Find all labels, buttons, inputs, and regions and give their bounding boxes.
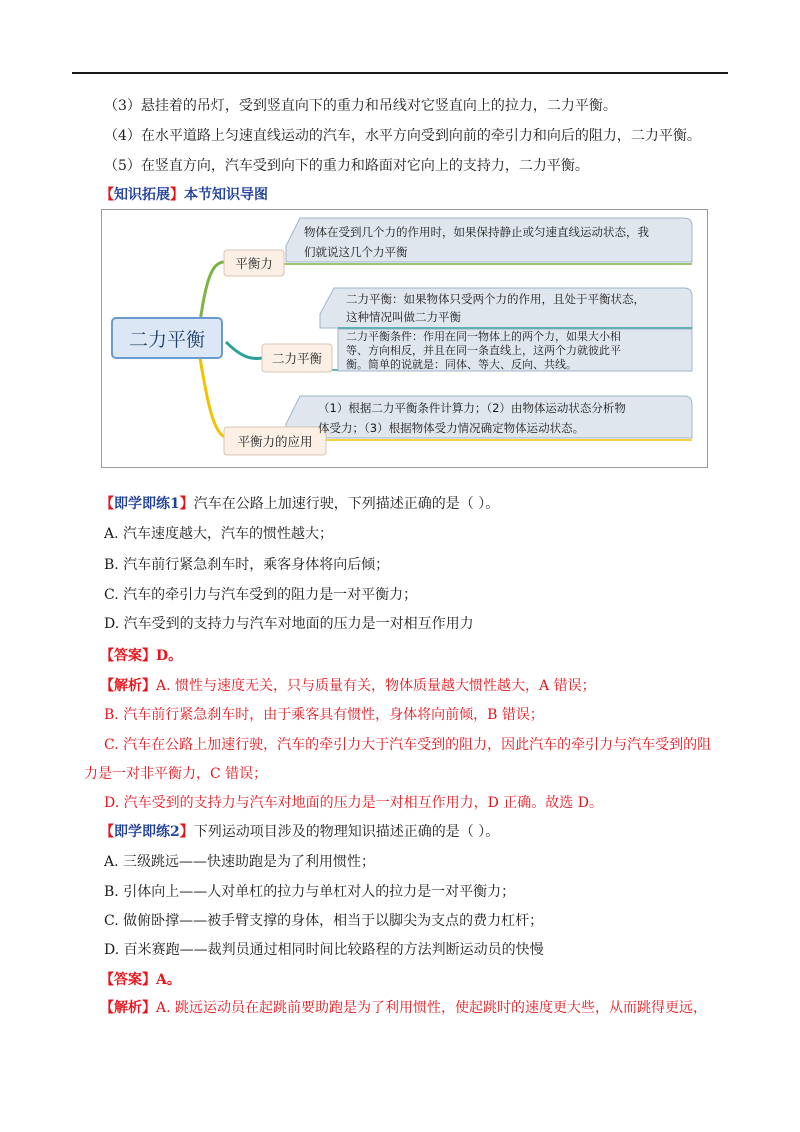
two-force-condition-text: 二力平衡条件：作用在同一物体上的两个力，如果大小相 等、方向相反，并且在同一条直线上，这两个力就彼此平 衡。简单的说就是：同体、等大、反向、共线。 — [346, 330, 621, 371]
exercise2-option-c: C. 做俯卧撑——被手臂支撑的身体，相当于以脚尖为支点的费力杠杆； — [104, 913, 544, 929]
exercise2-heading: 即学即练2 — [114, 824, 180, 840]
exercise1-analysis-d: D. 汽车受到的支持力与汽车对地面的压力是一对相互作用力，D 正确。故选 D。 — [104, 795, 603, 811]
balance-detail-text: 物体在受到几个力的作用时，如果保持静止或匀速直线运动状态，我 们就说这几个力平衡 — [304, 225, 649, 259]
exercise1-option-c: C. 汽车的牵引力与汽车受到的阻力是一对平衡力； — [104, 587, 418, 603]
branch-two-force-label: 二力平衡 — [271, 351, 322, 366]
intro-item-3: （3）悬挂着的吊灯，受到竖直向下的重力和吊线对它竖直向上的拉力，二力平衡。 — [104, 98, 617, 114]
extension-heading-tag: 知识拓展 — [114, 187, 170, 203]
exercise1-analysis-a: 【解析】A. 惯性与速度无关，只与质量有关，物体质量越大惯性越大，A 错误； — [100, 678, 596, 694]
exercise2-option-b: B. 引体向上——人对单杠的拉力与单杠对人的拉力是一对平衡力； — [104, 884, 516, 900]
mind-map — [101, 209, 708, 468]
exercise1-analysis-c-cont: 力是一对非平衡力，C 错误； — [84, 766, 268, 782]
exercise1-option-d: D. 汽车受到的支持力与汽车对地面的压力是一对相互作用力 — [104, 616, 474, 632]
intro-item-5: （5）在竖直方向，汽车受到向下的重力和路面对它向上的支持力，二力平衡。 — [104, 158, 589, 174]
extension-heading: 【知识拓展】本节知识导图 — [100, 187, 268, 203]
exercise2-question: 【即学即练2】下列运动项目涉及的物理知识描述正确的是（ ）。 — [100, 824, 500, 840]
exercise1-analysis-b: B. 汽车前行紧急刹车时，由于乘客具有惯性，身体将向前倾，B 错误； — [104, 707, 544, 723]
connector-balance — [200, 262, 224, 322]
connector-two-force — [226, 342, 262, 358]
root-node: 二力平衡 — [128, 328, 205, 351]
exercise1-option-b: B. 汽车前行紧急刹车时，乘客身体将向后倾； — [104, 557, 390, 573]
intro-item-4: （4）在水平道路上匀速直线运动的汽车，水平方向受到向前的牵引力和向后的阻力，二力平衡。 — [104, 128, 701, 144]
header-rule — [72, 72, 728, 74]
exercise1-analysis-c: C. 汽车在公路上加速行驶，汽车的牵引力大于汽车受到的阻力，因此汽车的牵引力与汽车受到的阻 — [104, 737, 712, 753]
exercise2-option-a: A. 三级跳远——快速助跑是为了利用惯性； — [104, 854, 376, 870]
connector-application — [200, 358, 227, 438]
exercise1-answer: 【答案】D。 — [100, 648, 183, 664]
exercise1-option-a: A. 汽车速度越大，汽车的惯性越大； — [104, 526, 334, 542]
exercise2-analysis-a: 【解析】A. 跳远运动员在起跳前要助跑是为了利用惯性，使起跳时的速度更大些，从而跳得更远， — [100, 1000, 708, 1016]
branch-application-label: 平衡力的应用 — [237, 434, 313, 449]
two-force-definition-text: 二力平衡：如果物体只受两个力的作用，且处于平衡状态， 这种情况叫做二力平衡 — [346, 292, 645, 324]
exercise1-question: 【即学即练1】汽车在公路上加速行驶，下列描述正确的是（ ）。 — [100, 496, 500, 512]
application-detail-text: （1）根据二力平衡条件计算力；（2）由物体运动状态分析物 体受力；（3）根据物体受力情况确定物体运动状态。 — [318, 401, 626, 435]
exercise2-option-d: D. 百米赛跑——裁判员通过相同时间比较路程的方法判断运动员的快慢 — [104, 942, 544, 958]
exercise1-heading: 即学即练1 — [114, 496, 180, 512]
extension-heading-text: 本节知识导图 — [184, 187, 268, 203]
exercise2-answer: 【答案】A。 — [100, 972, 181, 988]
branch-balance-label: 平衡力 — [235, 256, 273, 271]
